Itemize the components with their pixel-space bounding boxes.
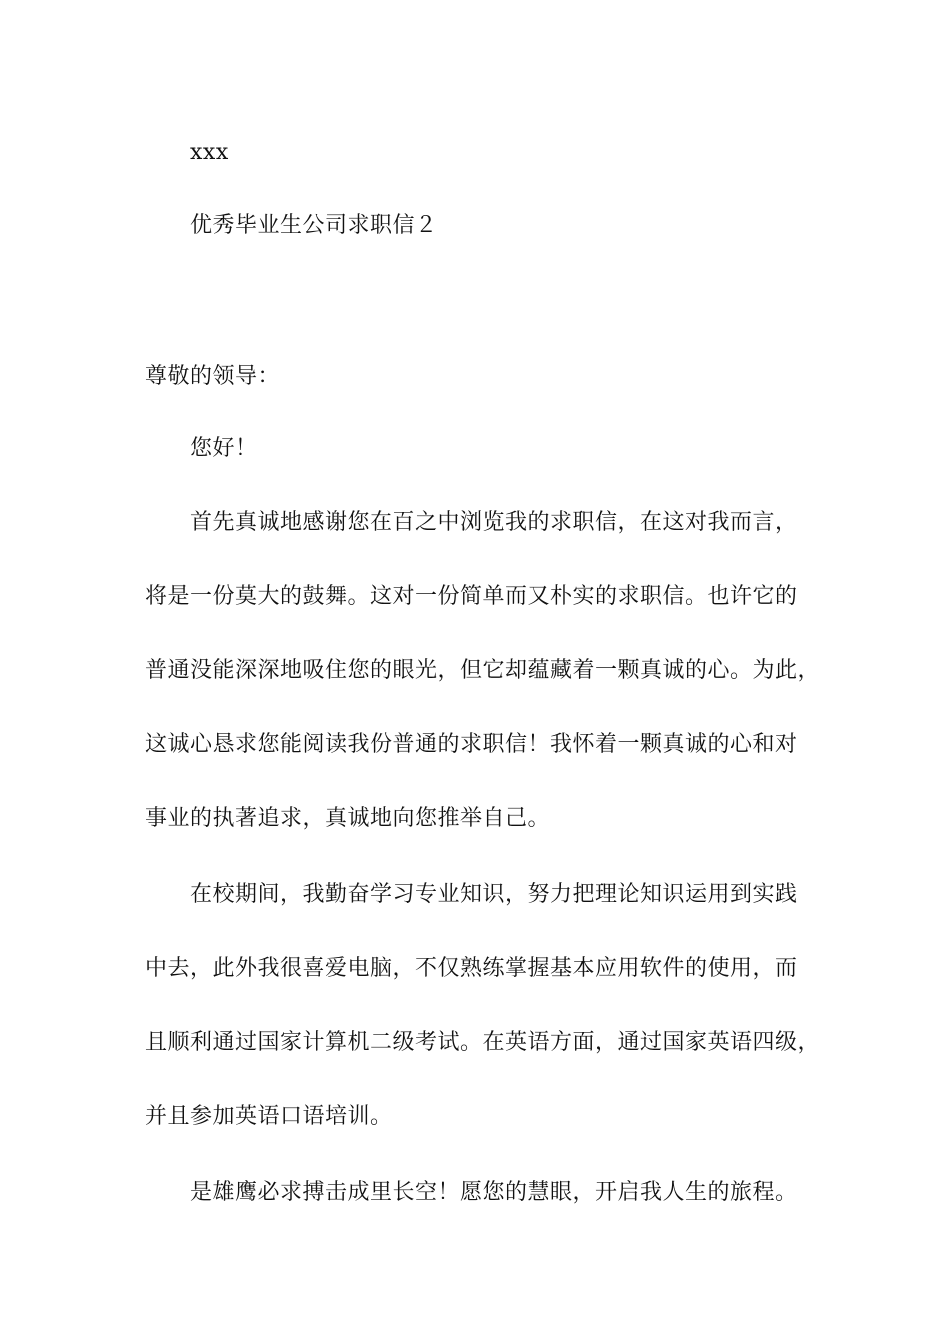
paragraph-line: 在校期间，我勤奋学习专业知识，努力把理论知识运用到实践 [190,882,798,907]
paragraph-line: 这诚心恳求您能阅读我份普通的求职信！我怀着一颗真诚的心和对 [145,732,798,757]
paragraph-line: 且顺利通过国家计算机二级考试。在英语方面，通过国家英语四级， [145,1030,821,1055]
paragraph-line: 是雄鹰必求搏击成里长空！愿您的慧眼，开启我人生的旅程。 [190,1180,798,1205]
signature-text: xxx [190,140,229,165]
paragraph-line: 首先真诚地感谢您在百之中浏览我的求职信，在这对我而言， [190,510,798,535]
paragraph-line: 事业的执著追求，真诚地向您推举自己。 [145,806,551,831]
paragraph-line: 中去，此外我很喜爱电脑，不仅熟练掌握基本应用软件的使用，而 [145,956,798,981]
greeting: 您好！ [190,436,258,461]
letter-title: 优秀毕业生公司求职信２ [190,213,438,238]
salutation: 尊敬的领导： [145,364,281,389]
paragraph-line: 并且参加英语口语培训。 [145,1104,393,1129]
paragraph-line: 普通没能深深地吸住您的眼光，但它却蕴藏着一颗真诚的心。为此， [145,658,821,683]
paragraph-line: 将是一份莫大的鼓舞。这对一份简单而又朴实的求职信。也许它的 [145,584,798,609]
